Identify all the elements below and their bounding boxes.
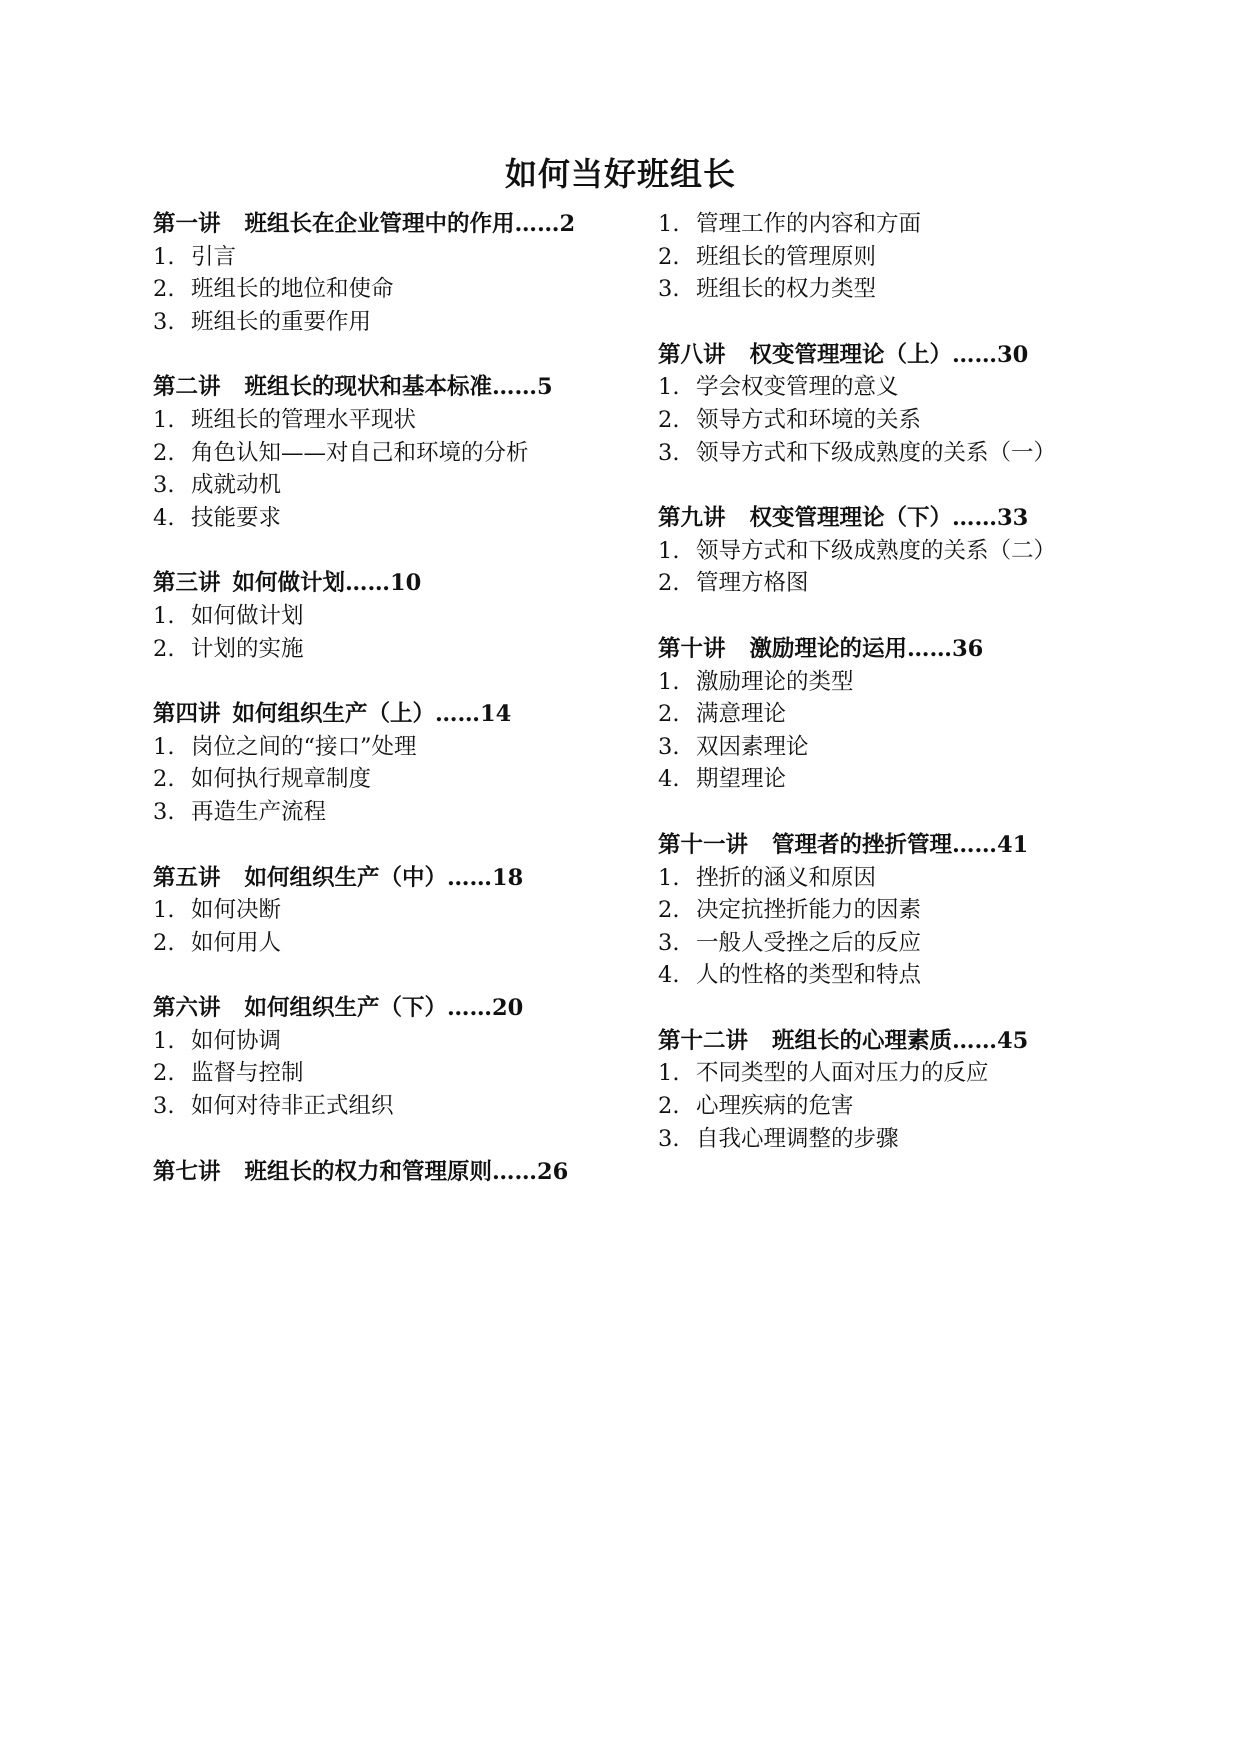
toc-item <box>153 273 643 306</box>
item-text: 不同类型的人面对压力的反应 <box>696 1060 989 1087</box>
lecture-page: ……2 <box>514 211 576 237</box>
lecture-page: ……33 <box>952 505 1029 532</box>
item-number: 2. <box>658 570 680 597</box>
item-number: 2. <box>658 1093 680 1120</box>
lecture-1 <box>153 208 643 338</box>
lecture-topic: 管理者的挫折管理 <box>772 831 953 858</box>
item-number: 2. <box>153 439 175 466</box>
page-title: 如何当好班组长 <box>504 155 736 193</box>
lecture-topic: 如何组织生产（中） <box>244 864 448 891</box>
item-text: 激励理论的类型 <box>696 668 854 695</box>
lecture-heading[interactable] <box>153 862 643 895</box>
item-number: 3. <box>658 276 680 303</box>
item-number: 1. <box>658 1060 680 1087</box>
item-number: 4. <box>153 504 175 531</box>
item-text: 一般人受挫之后的反应 <box>696 929 922 956</box>
item-number: 2. <box>153 766 175 793</box>
toc-item <box>658 273 1178 306</box>
item-text: 心理疾病的危害 <box>696 1093 854 1120</box>
toc-item <box>658 1057 1178 1090</box>
item-number: 3. <box>153 1093 175 1120</box>
item-number: 2. <box>658 897 680 924</box>
toc-item <box>153 241 643 274</box>
item-number: 1. <box>153 1027 175 1054</box>
item-text: 领导方式和下级成熟度的关系（一） <box>696 439 1057 466</box>
item-number: 3. <box>658 929 680 956</box>
lecture-topic: 权变管理理论（下） <box>749 505 953 532</box>
lecture-number: 第十讲 <box>658 635 726 662</box>
toc-column-right <box>658 208 1178 1188</box>
item-text: 角色认知——对自己和环境的分析 <box>191 439 529 466</box>
toc-item <box>153 633 643 666</box>
item-number: 1. <box>153 897 175 924</box>
toc-item <box>153 437 643 470</box>
lecture-page: ……18 <box>447 864 524 891</box>
lecture-5 <box>153 862 643 960</box>
item-number: 1. <box>153 733 175 760</box>
item-text: 班组长的权力类型 <box>696 276 877 303</box>
toc-item <box>153 404 643 437</box>
item-text: 如何执行规章制度 <box>191 766 372 793</box>
lecture-heading[interactable] <box>153 208 643 241</box>
lecture-topic: 如何组织生产（下） <box>244 995 448 1022</box>
lecture-page: ……36 <box>907 635 984 662</box>
lecture-heading[interactable] <box>658 339 1178 372</box>
item-number: 2. <box>153 276 175 303</box>
item-number: 1. <box>153 406 175 433</box>
item-number: 2. <box>153 1060 175 1087</box>
item-number: 4. <box>658 766 680 793</box>
lecture-topic: 权变管理理论（上） <box>749 341 953 368</box>
lecture-number: 第五讲 <box>153 864 221 891</box>
lecture-number: 第九讲 <box>658 505 726 532</box>
lecture-heading[interactable] <box>153 1156 643 1189</box>
toc-item <box>153 1025 643 1058</box>
lecture-number: 第十一讲 <box>658 831 749 858</box>
toc-item <box>153 502 643 535</box>
lecture-7-heading-block <box>153 1156 643 1189</box>
lecture-heading[interactable] <box>153 992 643 1025</box>
lecture-2 <box>153 371 643 534</box>
lecture-page: ……10 <box>345 570 422 597</box>
lecture-page: ……45 <box>952 1027 1029 1054</box>
lecture-7-items <box>658 208 1178 306</box>
lecture-heading[interactable] <box>658 829 1178 862</box>
toc-item <box>658 241 1178 274</box>
lecture-number: 第三讲 <box>153 570 221 597</box>
lecture-page: ……30 <box>952 341 1029 368</box>
lecture-number: 第八讲 <box>658 341 726 368</box>
lecture-page: ……26 <box>492 1158 569 1185</box>
toc-item <box>153 600 643 633</box>
lecture-number: 第十二讲 <box>658 1027 749 1054</box>
item-text: 管理工作的内容和方面 <box>696 211 922 237</box>
item-text: 挫折的涵义和原因 <box>696 864 877 891</box>
item-number: 1. <box>658 668 680 695</box>
toc-item <box>658 437 1178 470</box>
toc-item <box>153 469 643 502</box>
toc-item <box>153 731 643 764</box>
item-text: 管理方格图 <box>696 570 809 597</box>
item-text: 再造生产流程 <box>191 798 327 825</box>
item-number: 2. <box>153 929 175 956</box>
lecture-heading[interactable] <box>658 1025 1178 1058</box>
item-text: 岗位之间的“接口”处理 <box>191 733 417 760</box>
item-number: 2. <box>658 701 680 728</box>
lecture-topic: 班组长的现状和基本标准 <box>244 374 493 401</box>
item-text: 双因素理论 <box>696 733 809 760</box>
item-number: 3. <box>153 798 175 825</box>
item-text: 技能要求 <box>191 504 282 531</box>
item-number: 1. <box>153 602 175 629</box>
lecture-9 <box>658 502 1178 600</box>
item-text: 成就动机 <box>191 472 282 499</box>
item-text: 班组长的重要作用 <box>191 308 372 335</box>
item-number: 1. <box>658 374 680 401</box>
item-text: 领导方式和环境的关系 <box>696 406 922 433</box>
toc-item <box>658 404 1178 437</box>
item-number: 2. <box>153 635 175 662</box>
toc-item <box>658 894 1178 927</box>
item-number: 2. <box>658 243 680 270</box>
lecture-number: 第一讲 <box>153 211 221 237</box>
item-number: 3. <box>658 1125 680 1152</box>
lecture-topic: 如何组织生产（上） <box>232 701 436 728</box>
lecture-10 <box>658 633 1178 796</box>
lecture-heading[interactable] <box>658 502 1178 535</box>
toc-item <box>658 1090 1178 1123</box>
item-number: 1. <box>658 537 680 564</box>
toc-item <box>153 927 643 960</box>
toc-item <box>658 698 1178 731</box>
toc-item <box>658 731 1178 764</box>
item-text: 满意理论 <box>696 701 787 728</box>
toc-item <box>658 535 1178 568</box>
toc-item <box>153 306 643 339</box>
lecture-heading[interactable] <box>153 698 643 731</box>
lecture-page: ……5 <box>492 374 553 401</box>
lecture-heading[interactable] <box>153 371 643 404</box>
toc-item <box>658 567 1178 600</box>
lecture-topic: 班组长的权力和管理原则 <box>244 1158 493 1185</box>
lecture-page: ……41 <box>952 831 1029 858</box>
item-number: 4. <box>658 962 680 989</box>
toc-item <box>658 666 1178 699</box>
lecture-heading[interactable] <box>658 633 1178 666</box>
toc-item <box>153 1090 643 1123</box>
item-text: 计划的实施 <box>191 635 304 662</box>
item-number: 3. <box>153 472 175 499</box>
item-text: 监督与控制 <box>191 1060 304 1087</box>
toc-item <box>658 862 1178 895</box>
toc-item <box>658 371 1178 404</box>
toc-column-left <box>153 208 643 1221</box>
item-text: 期望理论 <box>696 766 787 793</box>
item-text: 如何做计划 <box>191 602 304 629</box>
lecture-topic: 班组长在企业管理中的作用 <box>244 211 515 237</box>
lecture-number: 第二讲 <box>153 374 221 401</box>
lecture-topic: 如何做计划 <box>232 570 346 597</box>
lecture-8 <box>658 339 1178 469</box>
lecture-number: 第六讲 <box>153 995 221 1022</box>
item-text: 如何协调 <box>191 1027 282 1054</box>
item-text: 引言 <box>191 243 237 270</box>
lecture-topic: 班组长的心理素质 <box>772 1027 953 1054</box>
toc-item <box>658 1123 1178 1156</box>
lecture-number: 第七讲 <box>153 1158 221 1185</box>
item-text: 班组长的管理原则 <box>696 243 877 270</box>
item-number: 1. <box>658 211 680 237</box>
toc-item <box>658 927 1178 960</box>
lecture-number: 第四讲 <box>153 701 221 728</box>
item-text: 自我心理调整的步骤 <box>696 1125 899 1152</box>
item-text: 班组长的地位和使命 <box>191 276 394 303</box>
lecture-4 <box>153 698 643 828</box>
item-text: 领导方式和下级成熟度的关系（二） <box>696 537 1057 564</box>
item-text: 决定抗挫折能力的因素 <box>696 897 922 924</box>
toc-item <box>153 1057 643 1090</box>
item-number: 2. <box>658 406 680 433</box>
item-number: 3. <box>153 308 175 335</box>
item-text: 如何决断 <box>191 897 282 924</box>
lecture-6 <box>153 992 643 1122</box>
lecture-heading[interactable] <box>153 567 643 600</box>
lecture-11 <box>658 829 1178 992</box>
item-number: 3. <box>658 733 680 760</box>
item-text: 学会权变管理的意义 <box>696 374 899 401</box>
toc-item <box>658 763 1178 796</box>
toc-item <box>153 894 643 927</box>
lecture-page: ……20 <box>447 995 524 1022</box>
toc-item <box>658 959 1178 992</box>
toc-item <box>153 796 643 829</box>
item-number: 1. <box>153 243 175 270</box>
item-text: 如何对待非正式组织 <box>191 1093 394 1120</box>
item-number: 1. <box>658 864 680 891</box>
lecture-page: ……14 <box>435 701 512 728</box>
item-text: 班组长的管理水平现状 <box>191 406 417 433</box>
toc-item <box>658 208 1178 241</box>
lecture-3 <box>153 567 643 665</box>
toc-item <box>153 763 643 796</box>
item-text: 如何用人 <box>191 929 282 956</box>
lecture-12 <box>658 1025 1178 1155</box>
item-text: 人的性格的类型和特点 <box>696 962 922 989</box>
lecture-topic: 激励理论的运用 <box>749 635 908 662</box>
item-number: 3. <box>658 439 680 466</box>
